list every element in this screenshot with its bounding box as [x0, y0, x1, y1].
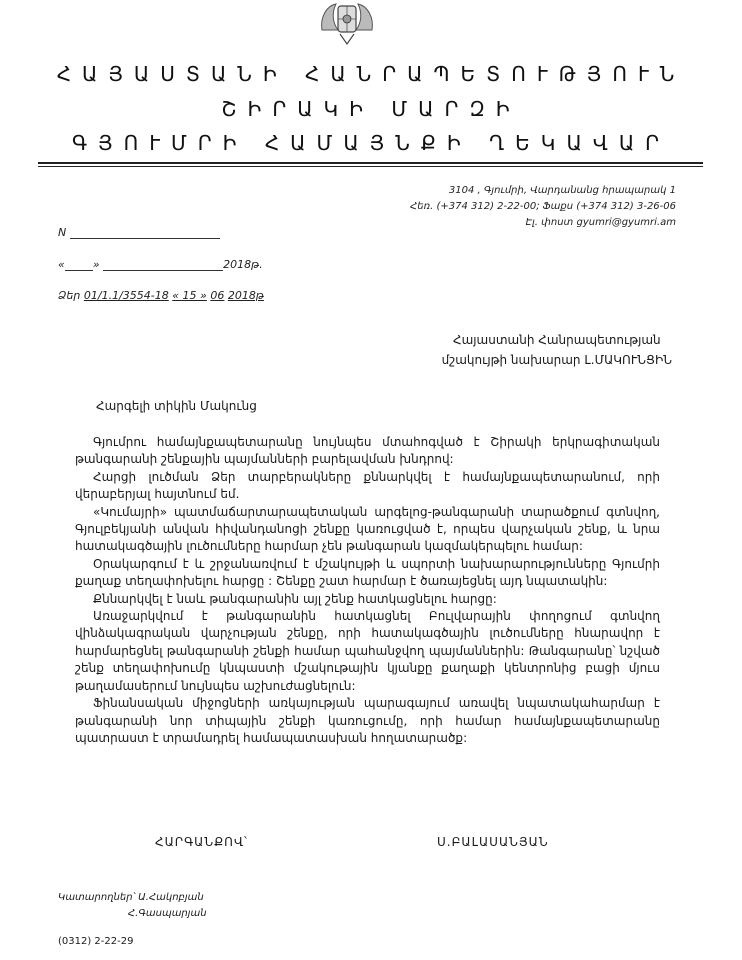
body-paragraph: Առաջարկվում է թանգարանին հատկացնել Բուլվարային փողոցում գտնվող վինձակագրական վարչության շենքը, որի հատակագծային լուծումները հնարավոր է հարմարեցնել թանգարանի շենքի համար պահանջվող պայմաններին: Թանգարանը՝ նշված շենք տեղափոխումը կնպաստի մշակութային կյանքը քաղաքի կենտրոնից բացի մյուս թաղամասերում նույնպես աշխուժացնելուն:: [75, 609, 660, 693]
executor-line: Հ.Գասպարյան: [128, 908, 207, 919]
signature-closing: ՀԱՐԳԱՆՔՈՎ՝: [155, 835, 248, 849]
body-paragraph: Քննարկվել է նաև թանգարանին այլ շենք հատկացնելու հարցը:: [93, 591, 497, 606]
header-line-region: ՇԻՐԱԿԻ ՄԱՐԶԻ: [221, 97, 521, 121]
body-paragraph: Օրակարգում է և շրջանառվում է մշակույթի և սպորտի նախարարությունները Գյումրի քաղաք տեղափոխելու հարցը : Շենքը շատ հարմար է ծառայեցնել այդ նպատակին:: [75, 556, 660, 589]
recipient-line: Հայաստանի Հանրապետության: [453, 333, 661, 347]
body-paragraph: «Կումայրի» պատմաճարտարապետական արգելոց-թանգարանի տարածքում գտնվող, Գյուլբեկյանի անվան հիվանդանոցի շենքը կառուցված է, որպես վարչական շենք, և նրա հատակագծային լուծումները հարմար չեն թանգարան կազմակերպելու համար:: [75, 504, 660, 554]
reference-day: « 15 »: [172, 289, 207, 302]
coat-of-arms-emblem: [318, 0, 376, 46]
address-line: 3104 , Գյումրի, Վարդանանց հրապարակ 1: [448, 185, 676, 196]
recipient-line: մշակույթի նախարար Լ.ՄԱԿՈՒՆՑԻՆ: [441, 353, 672, 367]
date-open-quote: «: [58, 258, 65, 271]
date-close-quote: »: [92, 258, 100, 271]
email-line: Էլ. փոստ gyumri@gyumri.am: [525, 217, 676, 228]
address-block: [410, 183, 676, 231]
header-line-office: ԳՅՈՒՄՐԻ ՀԱՄԱՅՆՔԻ ՂԵԿԱՎԱՐ: [71, 131, 671, 155]
header-divider: [38, 162, 703, 164]
year-suffix: 2018թ.: [223, 258, 263, 271]
number-label: N: [58, 226, 67, 239]
header-divider-thin: [38, 166, 703, 167]
month-blank: [103, 258, 223, 271]
body-paragraph: Ֆինանսական միջոցների առկայության պարագայում առավել նպատակահարմար է թանգարանի նոր տիպային շենքի կառուցումը, որի համար համայնքապետարանը պատրաստ է տրամադրել համապատասխան հողատարածք:: [75, 696, 660, 745]
executors-block: [58, 890, 207, 922]
reference-label: Ձեր: [58, 289, 81, 302]
reference-number: 01/1.1/3554-18: [83, 289, 169, 302]
signatory-name: Ս.ԲԱԼԱՍԱՆՅԱՆ: [437, 835, 549, 849]
phone-line: Հեռ. (+374 312) 2-22-00; Ֆաքս (+374 312) 3-26-06: [410, 201, 676, 212]
body-paragraph: Հարցի լուծման Ձեր տարբերակները քննարկվել է համայնքապետարանում, որի վերաբերյալ հայտնում եմ.: [75, 469, 660, 502]
body-paragraph: Գյումրու համայնքապետարանը նույնպես մտահոգված է Շիրակի երկրագիտական թանգարանի շենքային պայմանների բարելավման խնդրով:: [75, 435, 660, 467]
letter-body: [75, 434, 660, 747]
greeting: Հարգելի տիկին Մակունց: [96, 399, 257, 413]
reference-line: [58, 289, 264, 302]
footer-phone: (0312) 2-22-29: [58, 936, 134, 947]
outgoing-date: [58, 258, 263, 271]
executor-line: Կատարողներ՝ Ա.Հակոբյան: [58, 892, 204, 903]
header-line-country: ՀԱՅԱՍՏԱՆԻ ՀԱՆՐԱՊԵՏՈՒԹՅՈՒՆ: [56, 62, 686, 86]
reference-month: 06: [210, 289, 225, 302]
number-blank: [70, 226, 220, 239]
day-blank: [65, 258, 93, 271]
outgoing-number: [58, 226, 220, 239]
reference-year: 2018թ: [227, 289, 264, 302]
recipient-block: [442, 330, 672, 370]
